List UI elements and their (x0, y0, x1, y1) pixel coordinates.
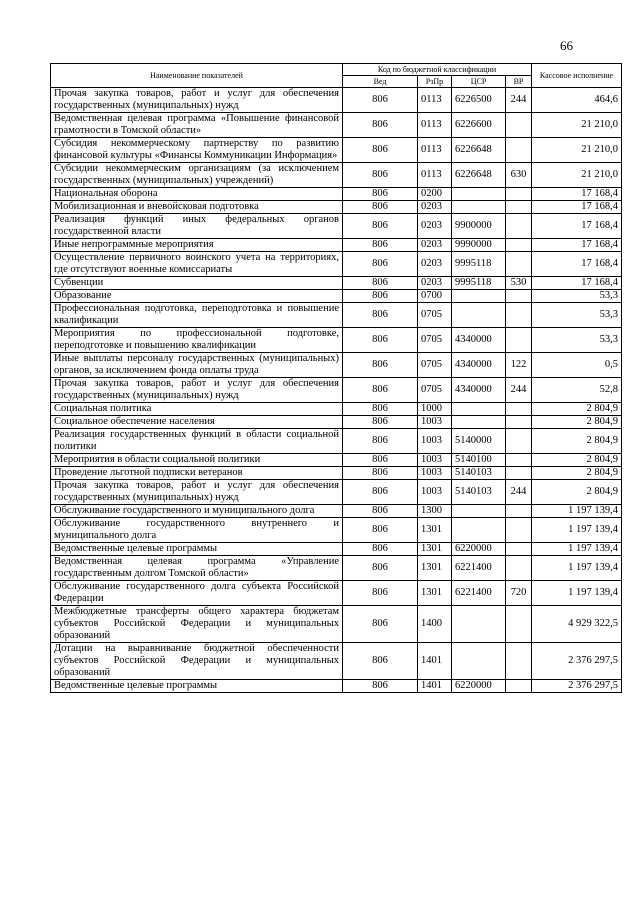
row-name-cell: Субсидия некоммерческому партнерству по развитию финансовой культуры «Финансы Коммуникации Информация» (51, 138, 343, 163)
row-vr-cell: 530 (506, 277, 532, 290)
row-csr-cell: 5140100 (452, 454, 506, 467)
row-vr-cell (506, 188, 532, 201)
row-vr-cell (506, 303, 532, 328)
row-name-cell: Прочая закупка товаров, работ и услуг для обеспечения государственных (муниципальных) нужд (51, 480, 343, 505)
row-ved-cell: 806 (343, 277, 418, 290)
row-name-cell: Проведение льготной подписки ветеранов (51, 467, 343, 480)
row-rzpr-cell: 0203 (418, 239, 452, 252)
row-vr-cell (506, 201, 532, 214)
row-csr-cell: 9995118 (452, 252, 506, 277)
row-csr-cell: 5140103 (452, 467, 506, 480)
row-ved-cell: 806 (343, 113, 418, 138)
row-vr-cell (506, 556, 532, 581)
row-rzpr-cell: 0113 (418, 138, 452, 163)
row-vr-cell (506, 505, 532, 518)
row-rzpr-cell: 0203 (418, 252, 452, 277)
table-row (51, 214, 622, 239)
row-amount-cell: 2 804,9 (532, 480, 622, 505)
row-amount-cell: 2 804,9 (532, 467, 622, 480)
row-amount-cell: 2 804,9 (532, 416, 622, 429)
row-amount-cell: 2 804,9 (532, 403, 622, 416)
row-amount-cell: 21 210,0 (532, 113, 622, 138)
row-vr-cell: 720 (506, 581, 532, 606)
row-amount-cell: 21 210,0 (532, 138, 622, 163)
row-name-cell: Ведомственная целевая программа «Повышение финансовой грамотности в Томской области» (51, 113, 343, 138)
row-csr-cell: 6226600 (452, 113, 506, 138)
row-ved-cell: 806 (343, 290, 418, 303)
row-csr-cell: 6226648 (452, 163, 506, 188)
row-ved-cell: 806 (343, 353, 418, 378)
row-ved-cell: 806 (343, 680, 418, 693)
table-row (51, 252, 622, 277)
row-rzpr-cell: 0203 (418, 214, 452, 239)
row-name-cell: Реализация функций иных федеральных органов государственной власти (51, 214, 343, 239)
row-amount-cell: 21 210,0 (532, 163, 622, 188)
row-name-cell: Межбюджетные трансферты общего характера бюджетам субъектов Российской Федерации и муниципальных образований (51, 606, 343, 643)
row-ved-cell: 806 (343, 480, 418, 505)
row-csr-cell (452, 606, 506, 643)
row-csr-cell (452, 416, 506, 429)
table-row (51, 188, 622, 201)
table-row (51, 543, 622, 556)
row-name-cell: Ведомственные целевые программы (51, 543, 343, 556)
row-vr-cell: 244 (506, 88, 532, 113)
page-number: 66 (560, 38, 573, 53)
row-amount-cell: 2 804,9 (532, 429, 622, 454)
row-vr-cell (506, 454, 532, 467)
row-amount-cell: 2 376 297,5 (532, 680, 622, 693)
row-csr-cell: 9900000 (452, 214, 506, 239)
row-amount-cell: 53,3 (532, 290, 622, 303)
row-ved-cell: 806 (343, 328, 418, 353)
row-ved-cell: 806 (343, 416, 418, 429)
row-ved-cell: 806 (343, 429, 418, 454)
row-amount-cell: 2 804,9 (532, 454, 622, 467)
row-vr-cell (506, 467, 532, 480)
header-ved: Вед (343, 76, 418, 88)
row-rzpr-cell: 1003 (418, 467, 452, 480)
row-amount-cell: 2 376 297,5 (532, 643, 622, 680)
row-name-cell: Осуществление первичного воинского учета на территориях, где отсутствуют военные комиссариаты (51, 252, 343, 277)
table-row (51, 454, 622, 467)
row-amount-cell: 1 197 139,4 (532, 518, 622, 543)
row-vr-cell (506, 416, 532, 429)
row-ved-cell: 806 (343, 163, 418, 188)
row-name-cell: Субвенции (51, 277, 343, 290)
table-row (51, 556, 622, 581)
table-row (51, 328, 622, 353)
row-ved-cell: 806 (343, 252, 418, 277)
row-csr-cell: 5140000 (452, 429, 506, 454)
row-name-cell: Субсидии некоммерческим организациям (за исключением государственных (муниципальных) учреждений) (51, 163, 343, 188)
header-code-group: Код по бюджетной классификации (343, 64, 532, 76)
row-vr-cell (506, 680, 532, 693)
table-row (51, 416, 622, 429)
row-csr-cell: 4340000 (452, 378, 506, 403)
row-amount-cell: 17 168,4 (532, 188, 622, 201)
row-ved-cell: 806 (343, 201, 418, 214)
row-name-cell: Обслуживание государственного и муниципального долга (51, 505, 343, 518)
row-csr-cell: 5140103 (452, 480, 506, 505)
row-ved-cell: 806 (343, 88, 418, 113)
row-amount-cell: 4 929 322,5 (532, 606, 622, 643)
row-amount-cell: 464,6 (532, 88, 622, 113)
row-vr-cell (506, 429, 532, 454)
row-vr-cell (506, 543, 532, 556)
row-rzpr-cell: 1000 (418, 403, 452, 416)
row-amount-cell: 52,8 (532, 378, 622, 403)
row-rzpr-cell: 0113 (418, 113, 452, 138)
row-ved-cell: 806 (343, 643, 418, 680)
row-name-cell: Иные выплаты персоналу государственных (муниципальных) органов, за исключением фонда оплаты труда (51, 353, 343, 378)
table-row (51, 239, 622, 252)
row-name-cell: Социальная политика (51, 403, 343, 416)
row-ved-cell: 806 (343, 505, 418, 518)
row-rzpr-cell: 1003 (418, 454, 452, 467)
table-row (51, 581, 622, 606)
row-vr-cell (506, 214, 532, 239)
row-vr-cell (506, 643, 532, 680)
row-vr-cell: 244 (506, 480, 532, 505)
row-rzpr-cell: 0200 (418, 188, 452, 201)
row-amount-cell: 53,3 (532, 303, 622, 328)
row-csr-cell: 4340000 (452, 328, 506, 353)
row-vr-cell (506, 518, 532, 543)
table-row (51, 680, 622, 693)
row-name-cell: Ведомственная целевая программа «Управление государственным долгом Томской области» (51, 556, 343, 581)
row-vr-cell: 630 (506, 163, 532, 188)
row-csr-cell (452, 643, 506, 680)
row-ved-cell: 806 (343, 606, 418, 643)
row-rzpr-cell: 0705 (418, 303, 452, 328)
row-ved-cell: 806 (343, 403, 418, 416)
row-rzpr-cell: 1300 (418, 505, 452, 518)
table-row (51, 88, 622, 113)
table-row (51, 643, 622, 680)
row-name-cell: Мероприятия по профессиональной подготовке, переподготовке и повышению квалификации (51, 328, 343, 353)
row-csr-cell (452, 188, 506, 201)
row-vr-cell (506, 239, 532, 252)
table-row (51, 303, 622, 328)
row-amount-cell: 0,5 (532, 353, 622, 378)
row-ved-cell: 806 (343, 467, 418, 480)
table-row (51, 467, 622, 480)
row-ved-cell: 806 (343, 214, 418, 239)
row-ved-cell: 806 (343, 556, 418, 581)
row-rzpr-cell: 1003 (418, 480, 452, 505)
header-rzpr: РзПр (418, 76, 452, 88)
row-name-cell: Иные непрограммные мероприятия (51, 239, 343, 252)
table-row (51, 290, 622, 303)
row-rzpr-cell: 0113 (418, 88, 452, 113)
table-row (51, 518, 622, 543)
row-rzpr-cell: 1301 (418, 556, 452, 581)
header-vr: ВР (506, 76, 532, 88)
row-name-cell: Мобилизационная и вневойсковая подготовка (51, 201, 343, 214)
budget-table (50, 63, 622, 693)
row-amount-cell: 1 197 139,4 (532, 556, 622, 581)
header-name: Наименование показателей (51, 64, 343, 88)
row-name-cell: Ведомственные целевые программы (51, 680, 343, 693)
row-csr-cell: 4340000 (452, 353, 506, 378)
row-vr-cell (506, 252, 532, 277)
table-row (51, 403, 622, 416)
table-row (51, 201, 622, 214)
row-rzpr-cell: 1003 (418, 416, 452, 429)
row-csr-cell: 6221400 (452, 556, 506, 581)
row-name-cell: Образование (51, 290, 343, 303)
row-csr-cell (452, 518, 506, 543)
row-ved-cell: 806 (343, 303, 418, 328)
table-row (51, 606, 622, 643)
row-ved-cell: 806 (343, 581, 418, 606)
row-vr-cell: 244 (506, 378, 532, 403)
row-name-cell: Реализация государственных функций в области социальной политики (51, 429, 343, 454)
row-ved-cell: 806 (343, 518, 418, 543)
row-rzpr-cell: 1301 (418, 518, 452, 543)
row-name-cell: Социальное обеспечение населения (51, 416, 343, 429)
row-name-cell: Мероприятия в области социальной политики (51, 454, 343, 467)
table-row (51, 277, 622, 290)
table-row (51, 429, 622, 454)
row-csr-cell: 6226500 (452, 88, 506, 113)
row-amount-cell: 17 168,4 (532, 201, 622, 214)
row-vr-cell (506, 290, 532, 303)
row-rzpr-cell: 1301 (418, 581, 452, 606)
row-amount-cell: 1 197 139,4 (532, 505, 622, 518)
row-ved-cell: 806 (343, 188, 418, 201)
table-body (51, 88, 622, 693)
row-csr-cell (452, 303, 506, 328)
row-amount-cell: 17 168,4 (532, 252, 622, 277)
row-ved-cell: 806 (343, 378, 418, 403)
row-rzpr-cell: 0705 (418, 328, 452, 353)
row-rzpr-cell: 0113 (418, 163, 452, 188)
row-csr-cell: 9995118 (452, 277, 506, 290)
row-rzpr-cell: 1401 (418, 643, 452, 680)
row-name-cell: Обслуживание государственного внутреннего и муниципального долга (51, 518, 343, 543)
row-vr-cell (506, 113, 532, 138)
row-ved-cell: 806 (343, 138, 418, 163)
row-rzpr-cell: 1003 (418, 429, 452, 454)
table-header (51, 64, 622, 88)
row-name-cell: Обслуживание государственного долга субъекта Российской Федерации (51, 581, 343, 606)
table-row (51, 378, 622, 403)
row-amount-cell: 17 168,4 (532, 277, 622, 290)
row-amount-cell: 53,3 (532, 328, 622, 353)
table-row (51, 113, 622, 138)
row-csr-cell: 6220000 (452, 543, 506, 556)
row-amount-cell: 17 168,4 (532, 214, 622, 239)
row-name-cell: Профессиональная подготовка, переподготовка и повышение квалификации (51, 303, 343, 328)
row-name-cell: Национальная оборона (51, 188, 343, 201)
table-row (51, 138, 622, 163)
row-rzpr-cell: 0203 (418, 277, 452, 290)
table-row (51, 480, 622, 505)
row-vr-cell (506, 403, 532, 416)
row-csr-cell (452, 201, 506, 214)
row-rzpr-cell: 1400 (418, 606, 452, 643)
row-csr-cell: 6220000 (452, 680, 506, 693)
row-csr-cell (452, 403, 506, 416)
table-row (51, 163, 622, 188)
row-rzpr-cell: 0705 (418, 353, 452, 378)
row-name-cell: Прочая закупка товаров, работ и услуг для обеспечения государственных (муниципальных) нужд (51, 378, 343, 403)
row-rzpr-cell: 1301 (418, 543, 452, 556)
row-name-cell: Прочая закупка товаров, работ и услуг для обеспечения государственных (муниципальных) нужд (51, 88, 343, 113)
row-csr-cell (452, 505, 506, 518)
row-ved-cell: 806 (343, 239, 418, 252)
row-rzpr-cell: 0700 (418, 290, 452, 303)
row-vr-cell (506, 606, 532, 643)
row-name-cell: Дотации на выравнивание бюджетной обеспеченности субъектов Российской Федерации и муниципальных образований (51, 643, 343, 680)
row-vr-cell: 122 (506, 353, 532, 378)
header-amount: Кассовое исполнение (532, 64, 622, 88)
row-csr-cell: 9990000 (452, 239, 506, 252)
row-rzpr-cell: 0705 (418, 378, 452, 403)
row-ved-cell: 806 (343, 454, 418, 467)
table-row (51, 505, 622, 518)
row-csr-cell: 6226648 (452, 138, 506, 163)
row-rzpr-cell: 0203 (418, 201, 452, 214)
row-rzpr-cell: 1401 (418, 680, 452, 693)
row-amount-cell: 1 197 139,4 (532, 581, 622, 606)
header-csr: ЦСР (452, 76, 506, 88)
table-row (51, 353, 622, 378)
row-amount-cell: 1 197 139,4 (532, 543, 622, 556)
row-vr-cell (506, 328, 532, 353)
row-csr-cell: 6221400 (452, 581, 506, 606)
row-vr-cell (506, 138, 532, 163)
row-csr-cell (452, 290, 506, 303)
row-ved-cell: 806 (343, 543, 418, 556)
row-amount-cell: 17 168,4 (532, 239, 622, 252)
